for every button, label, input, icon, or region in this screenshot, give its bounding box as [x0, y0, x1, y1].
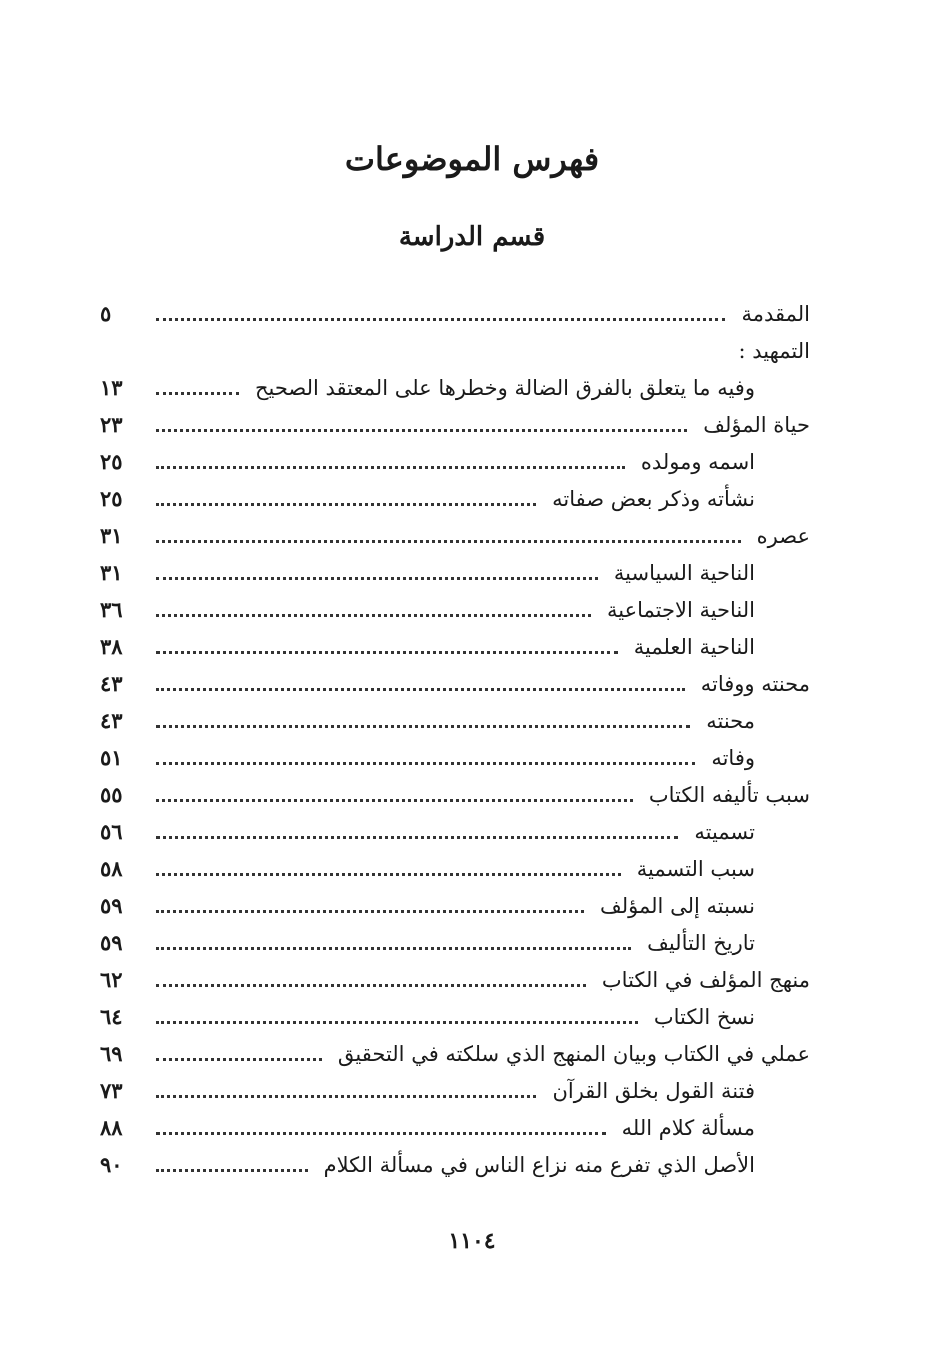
- toc-entry-title: نشأته وذكر بعض صفاته: [552, 486, 755, 511]
- toc-dot-leader: [156, 1058, 322, 1061]
- section-title: قسم الدراسة: [398, 222, 546, 252]
- toc-entry: [100, 406, 810, 443]
- toc-entry-title: وفيه ما يتعلق بالفرق الضالة وخطرها على المعتقد الصحيح: [254, 375, 755, 400]
- toc-entry-title: فتنة القول بخلق القرآن: [552, 1078, 755, 1103]
- toc-entry: [100, 369, 810, 406]
- toc-dot-leader: [156, 1021, 638, 1024]
- toc-entry-page: ٤٣: [100, 671, 123, 696]
- toc-entry-page: ٥٥: [100, 782, 123, 807]
- toc-entry-page: ٨٨: [100, 1115, 123, 1140]
- toc-entry: [100, 1035, 810, 1072]
- toc-entry-title: عصره: [756, 523, 810, 548]
- toc-dot-leader: [156, 540, 741, 543]
- toc-dot-leader: [156, 799, 633, 802]
- toc-dot-leader: [156, 318, 725, 321]
- toc-entry-title: نسبته إلى المؤلف: [600, 893, 755, 918]
- toc-entry-page: ٦٤: [100, 1004, 123, 1029]
- toc-entry-title: الناحية العلمية: [633, 634, 755, 659]
- toc-entry-title: اسمه ومولده: [640, 449, 755, 474]
- toc-entry-page: ٣١: [100, 523, 123, 548]
- toc-entry: [100, 1146, 810, 1183]
- toc-entry: [100, 480, 810, 517]
- toc-dot-leader: [156, 836, 678, 839]
- toc-dot-leader: [156, 873, 621, 876]
- page-title: فهرس الموضوعات: [344, 140, 600, 178]
- toc-entry-page: ٩٠: [100, 1152, 123, 1177]
- toc-entry-title: الناحية الاجتماعية: [606, 597, 755, 622]
- toc-entry-title: سبب تأليفه الكتاب: [648, 782, 810, 807]
- toc-entry-title: وفاته: [711, 745, 755, 770]
- toc-entry-title: محنته: [706, 708, 755, 733]
- toc-entry-page: ٥٨: [100, 856, 123, 881]
- toc-dot-leader: [156, 651, 618, 654]
- toc-entry-page: ٥٩: [100, 930, 123, 955]
- toc-entry: [100, 961, 810, 998]
- toc-dot-leader: [156, 577, 598, 580]
- toc-dot-leader: [156, 1132, 606, 1135]
- toc-entry-page: ٧٣: [100, 1078, 123, 1103]
- toc-entry-title: الأصل الذي تفرع منه نزاع الناس في مسألة الكلام: [323, 1152, 755, 1177]
- toc-entry: [100, 628, 810, 665]
- table-of-contents: [100, 295, 810, 1183]
- toc-entry-title: مسألة كلام الله: [621, 1115, 755, 1140]
- toc-entry: [100, 332, 810, 369]
- toc-entry-title: منهج المؤلف في الكتاب: [601, 967, 810, 992]
- toc-entry-page: ٢٣: [100, 412, 123, 437]
- toc-entry-title: المقدمة: [741, 301, 810, 326]
- toc-entry: [100, 295, 810, 332]
- toc-entry-page: ١٣: [100, 375, 123, 400]
- toc-entry-page: ٢٥: [100, 486, 123, 511]
- toc-entry: [100, 813, 810, 850]
- toc-entry: [100, 443, 810, 480]
- toc-entry-page: ٣١: [100, 560, 123, 585]
- toc-dot-leader: [156, 984, 586, 987]
- toc-entry: [100, 887, 810, 924]
- toc-dot-leader: [156, 614, 591, 617]
- toc-entry-title: عملي في الكتاب وبيان المنهج الذي سلكته في التحقيق: [337, 1041, 810, 1066]
- toc-entry: [100, 591, 810, 628]
- toc-entry: [100, 850, 810, 887]
- toc-entry: [100, 665, 810, 702]
- toc-entry-title: تاريخ التأليف: [647, 930, 755, 955]
- toc-entry: [100, 1072, 810, 1109]
- toc-entry-title: سبب التسمية: [636, 856, 755, 881]
- toc-entry-page: ٦٩: [100, 1041, 123, 1066]
- page-number: ١١٠٤: [448, 1228, 496, 1254]
- toc-dot-leader: [156, 947, 631, 950]
- toc-entry-title: محنته ووفاته: [700, 671, 810, 696]
- toc-entry: [100, 1109, 810, 1146]
- toc-dot-leader: [156, 725, 690, 728]
- toc-dot-leader: [156, 1095, 536, 1098]
- toc-dot-leader: [156, 392, 239, 395]
- toc-entry: [100, 998, 810, 1035]
- toc-entry: [100, 924, 810, 961]
- toc-entry-title: حياة المؤلف: [703, 412, 810, 437]
- toc-entry: [100, 776, 810, 813]
- toc-entry-page: ٥١: [100, 745, 123, 770]
- toc-dot-leader: [156, 688, 685, 691]
- toc-entry-page: ٥: [100, 301, 112, 326]
- toc-entry: [100, 702, 810, 739]
- toc-entry-page: ٥٦: [100, 819, 123, 844]
- toc-entry-page: ٢٥: [100, 449, 123, 474]
- toc-entry-page: ٤٣: [100, 708, 123, 733]
- toc-dot-leader: [156, 503, 536, 506]
- toc-entry-title: التمهيد :: [738, 338, 810, 363]
- toc-entry-page: ٣٦: [100, 597, 123, 622]
- toc-dot-leader: [156, 910, 584, 913]
- toc-entry: [100, 554, 810, 591]
- toc-dot-leader: [156, 429, 687, 432]
- toc-dot-leader: [156, 466, 625, 469]
- toc-dot-leader: [156, 762, 695, 765]
- toc-entry-title: نسخ الكتاب: [653, 1004, 755, 1029]
- toc-entry: [100, 739, 810, 776]
- toc-dot-leader: [156, 1169, 308, 1172]
- toc-entry-page: ٥٩: [100, 893, 123, 918]
- toc-entry-page: ٣٨: [100, 634, 123, 659]
- toc-entry-title: تسميته: [694, 819, 755, 844]
- toc-entry: [100, 517, 810, 554]
- toc-entry-title: الناحية السياسية: [613, 560, 755, 585]
- toc-entry-page: ٦٢: [100, 967, 123, 992]
